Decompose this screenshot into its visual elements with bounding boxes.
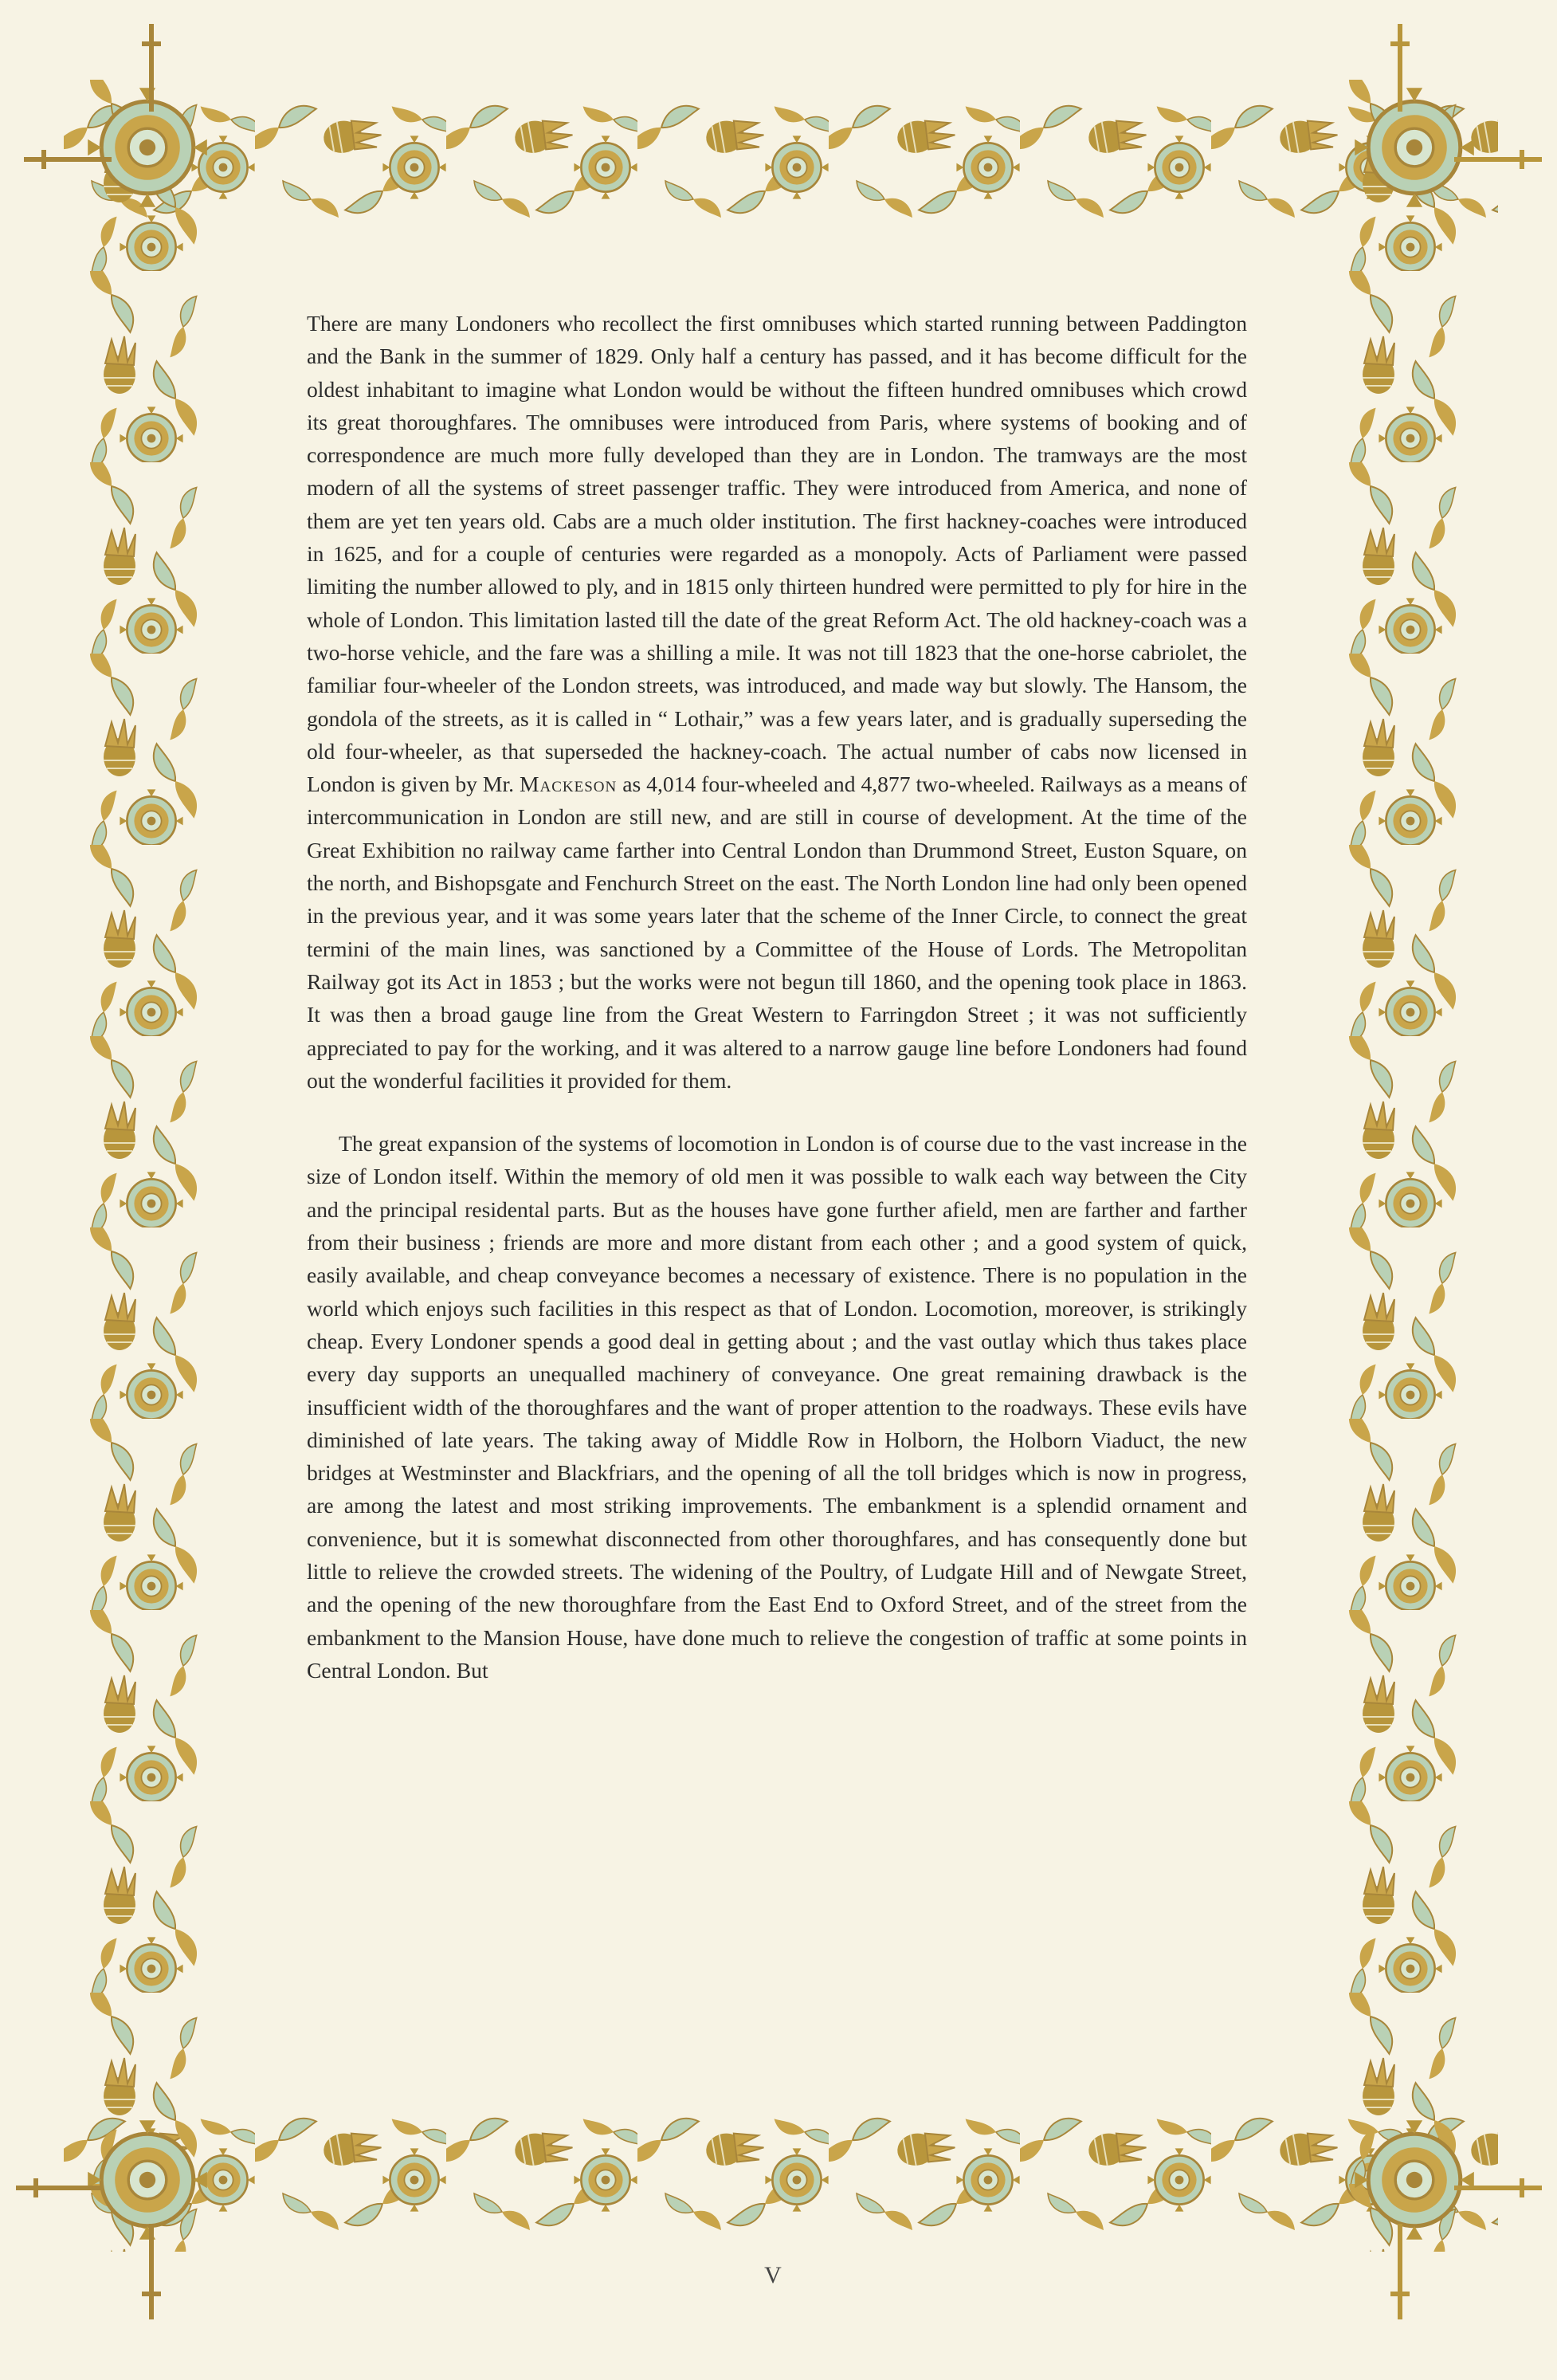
cross-finial-icon <box>139 24 163 112</box>
cross-finial-icon <box>1454 147 1542 171</box>
cross-finial-icon <box>1388 2224 1412 2319</box>
cross-finial-icon <box>1454 2176 1542 2200</box>
floral-border-bottom <box>64 2092 1498 2252</box>
page-number: V <box>764 2262 782 2288</box>
floral-border-top <box>64 80 1498 239</box>
cross-finial-icon <box>139 2224 163 2319</box>
cross-finial-icon <box>1388 24 1412 112</box>
paragraph-1-part-2: as 4,014 four-wheeled and 4,877 two-wheeled. Railways as a means of intercommunication in London are still new, and are still in course of development. At the time of the Great Exhibition no railway came farther into Central London than Drummond Street, Euston Square, on the north, and Bishopsgate and Fenchurch Street on the east. The North London line had only been opened in the previous year, and it was some years later that the scheme of the Inner Circle, to connect the great termini of the main lines, was sanctioned by a Committee of the House of Lords. The Metropolitan Railway got its Act in 1853 ; but the works were not begun till 1860, and the opening took place in 1863. It was then a broad gauge line from the Great Western to Farringdon Street ; it was not sufficiently appreciated to pay for the working, and it was altered to a narrow gauge line before Londoners had found out the wonderful facilities it provided for them. <box>307 772 1248 1093</box>
person-name: Mackeson <box>519 772 618 797</box>
cross-finial-icon <box>16 2176 104 2200</box>
paragraph-1-part-1: There are many Londoners who recollect the first omnibuses which started running between Paddington and the Bank in the summer of 1829. Only half a century has passed, and it has become difficult for the oldest inhabitant to imagine what London would be without the fifteen hundred omnibuses which crowd its great thoroughfares. The omnibuses were introduced from Paris, where systems of booking and of correspondence are much more fully developed than they are in London. The tramways are the most modern of all the systems of street passenger traffic. They were introduced from America, and none of them are yet ten years old. Cabs are a much older institution. The first hackney-coaches were introduced in 1625, and for a couple of centuries were regarded as a monopoly. Acts of Parliament were passed limiting the number allowed to ply, and in 1815 only thirteen hundred were permitted to ply for hire in the whole of London. This limitation lasted till the date of the great Reform Act. The old hackney-coach was a two-horse vehicle, and the fare was a shilling a mile. It was not till 1823 that the one-horse cabriolet, the familiar four-wheeler of the London streets, was introduced, and made way but slowly. The Hansom, the gondola of the streets, as it is called in “ Lothair,” was a few years later, and is gradually superseding the old four-wheeler, as that superseded the hackney-coach. The actual number of cabs now licensed in London is given by Mr. <box>307 311 1247 797</box>
tudor-rose-icon <box>88 2120 207 2240</box>
floral-border-right <box>1323 80 1482 2252</box>
paragraph-1 <box>307 307 1247 1097</box>
paragraph-2: The great expansion of the systems of locomotion in London is of course due to the vast increase in the size of London itself. Within the memory of old men it was possible to walk each way between the City and the principal residental parts. But as the houses have gone further afield, men are farther and farther from their business ; friends are more and more distant from each other ; and a good system of quick, easily available, and cheap conveyance becomes a necessary of existence. There is no population in the world which enjoys such facilities in this respect as that of London. Locomotion, moreover, is strikingly cheap. Every Londoner spends a good deal in getting about ; and the vast outlay which thus takes place every day supports an unequalled machinery of conveyance. One great remaining drawback is the insufficient width of the thoroughfares and the want of proper attention to the roadways. These evils have diminished of late years. The taking away of Middle Row in Holborn, the Holborn Viaduct, the new bridges at Westminster and Blackfriars, and the opening of all the toll bridges which is now in progress, are among the latest and most striking improvements. The embankment is a splendid ornament and convenience, but it is somewhat disconnected from other thoroughfares, and has consequently done but little to relieve the crowded streets. The widening of the Poultry, of Ludgate Hill and of Newgate Street, and the opening of the new thoroughfare from the East End to Oxford Street, and of the street from the embankment to the Mansion House, have done much to relieve the congestion of traffic at some points in Central London. But <box>307 1131 1247 1683</box>
floral-border-left <box>64 80 223 2252</box>
body-text <box>307 307 1247 1687</box>
cross-finial-icon <box>24 147 112 171</box>
